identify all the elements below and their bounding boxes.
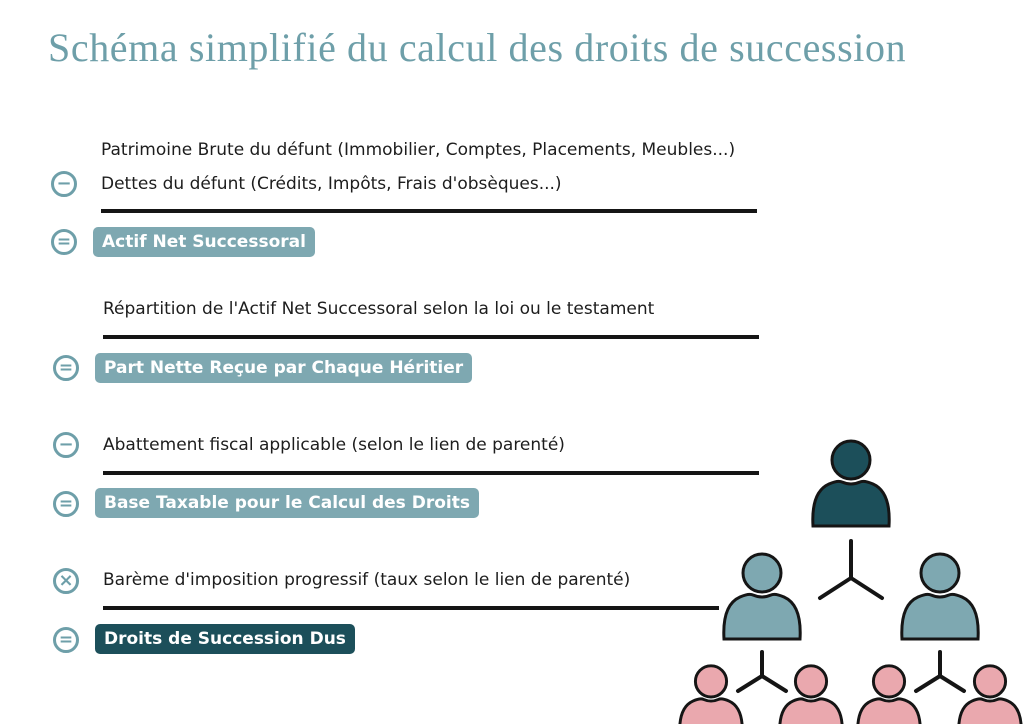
minus-circle-icon: −	[51, 171, 77, 197]
person-icon	[724, 554, 800, 639]
page-title: Schéma simplifié du calcul des droits de succession	[48, 25, 907, 70]
person-icon	[813, 441, 889, 526]
equals-circle-icon: =	[53, 627, 79, 653]
person-icon	[780, 666, 843, 724]
equals-circle-icon: =	[51, 229, 77, 255]
bareme-text: Barème d'imposition progressif (taux selon le lien de parenté)	[103, 570, 631, 590]
dettes-text: Dettes du défunt (Crédits, Impôts, Frais d'obsèques...)	[101, 174, 562, 194]
base-taxable-badge: Base Taxable pour le Calcul des Droits	[95, 488, 479, 518]
person-icon	[902, 554, 978, 639]
part-nette-badge: Part Nette Reçue par Chaque Héritier	[95, 353, 472, 383]
abattement-text: Abattement fiscal applicable (selon le lien de parenté)	[103, 435, 565, 455]
person-icon	[959, 666, 1022, 724]
equals-circle-icon: =	[53, 355, 79, 381]
person-icon	[858, 666, 921, 724]
person-icon	[680, 666, 743, 724]
repartition-text: Répartition de l'Actif Net Successoral selon la loi ou le testament	[103, 299, 655, 319]
equals-circle-icon: =	[53, 491, 79, 517]
actif-net-badge: Actif Net Successoral	[93, 227, 315, 257]
times-circle-icon: ×	[53, 568, 79, 594]
droits-dus-badge: Droits de Succession Dus	[95, 624, 355, 654]
patrimoine-text: Patrimoine Brute du défunt (Immobilier, Comptes, Placements, Meubles...)	[101, 140, 736, 160]
minus-circle-icon: −	[53, 432, 79, 458]
